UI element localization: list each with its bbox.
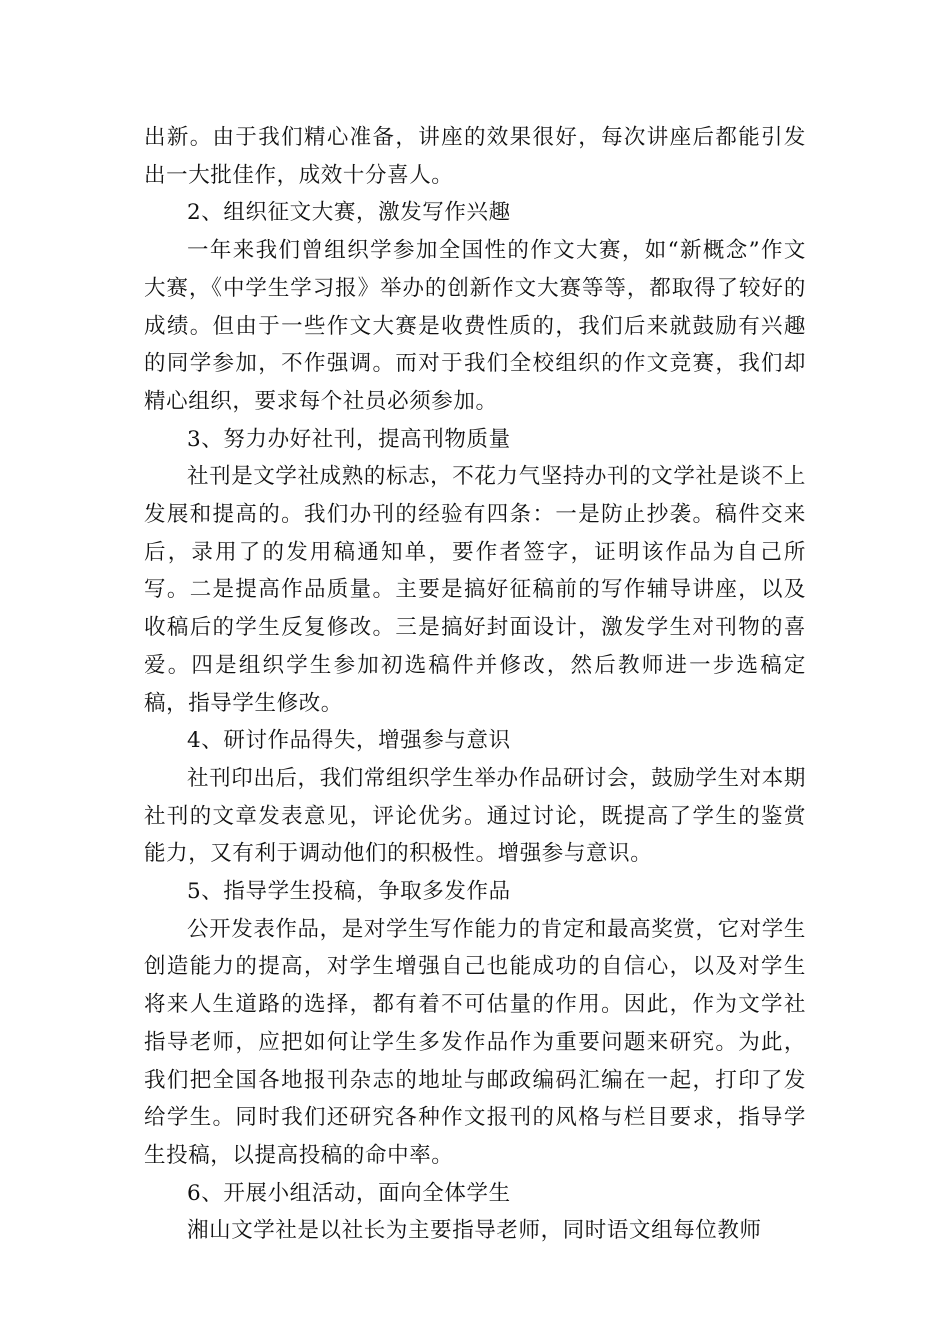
paragraph-journal: 社刊是文学社成熟的标志，不花力气坚持办刊的文学社是谈不上发展和提高的。我们办刊的经验有四条：一是防止抄袭。稿件交来后，录用了的发用稿通知单，要作者签字，证明该作品为自己所写。二是提高作品质量。主要是搞好征稿前的写作辅导讲座，以及收稿后的学生反复修改。三是搞好封面设计，激发学生对刊物的喜爱。四是组织学生参加初选稿件并修改，然后教师进一步选稿定稿，指导学生修改。 bbox=[144, 464, 806, 716]
paragraph-group-activities: 湘山文学社是以社长为主要指导老师，同时语文组每位教师 bbox=[187, 1218, 762, 1244]
section-heading-3: 3、努力办好社刊，提高刊物质量 bbox=[187, 426, 511, 452]
paragraph-essay-contest: 一年来我们曾组织学参加全国性的作文大赛，如“新概念”作文大赛，《中学生学习报》举办的创新作文大赛等等，都取得了较好的成绩。但由于一些作文大赛是收费性质的，我们后来就鼓励有兴趣的同学参加，不作强调。而对于我们全校组织的作文竞赛，我们却精心组织，要求每个社员必须参加。 bbox=[144, 238, 806, 414]
section-heading-5: 5、指导学生投稿，争取多发作品 bbox=[187, 879, 511, 905]
section-heading-6: 6、开展小组活动，面向全体学生 bbox=[187, 1180, 511, 1206]
section-heading-4: 4、研讨作品得失，增强参与意识 bbox=[187, 728, 511, 754]
section-heading-2: 2、组织征文大赛，激发写作兴趣 bbox=[187, 200, 511, 226]
paragraph-review: 社刊印出后，我们常组织学生举办作品研讨会，鼓励学生对本期社刊的文章发表意见，评论优劣。通过讨论，既提高了学生的鉴赏能力，又有利于调动他们的积极性。增强参与意识。 bbox=[144, 765, 806, 867]
paragraph-submission: 公开发表作品，是对学生写作能力的肯定和最高奖赏，它对学生创造能力的提高，对学生增强自己也能成功的自信心，以及对学生将来人生道路的选择，都有着不可估量的作用。因此，作为文学社指导老师，应把如何让学生多发作品作为重要问题来研究。为此，我们把全国各地报刊杂志的地址与邮政编码汇编在一起，打印了发给学生。同时我们还研究各种作文报刊的风格与栏目要求，指导学生投稿，以提高投稿的命中率。 bbox=[144, 916, 806, 1168]
document-body bbox=[144, 119, 806, 1250]
paragraph-continued: 出新。由于我们精心准备，讲座的效果很好，每次讲座后都能引发出一大批佳作，成效十分喜人。 bbox=[144, 125, 806, 188]
